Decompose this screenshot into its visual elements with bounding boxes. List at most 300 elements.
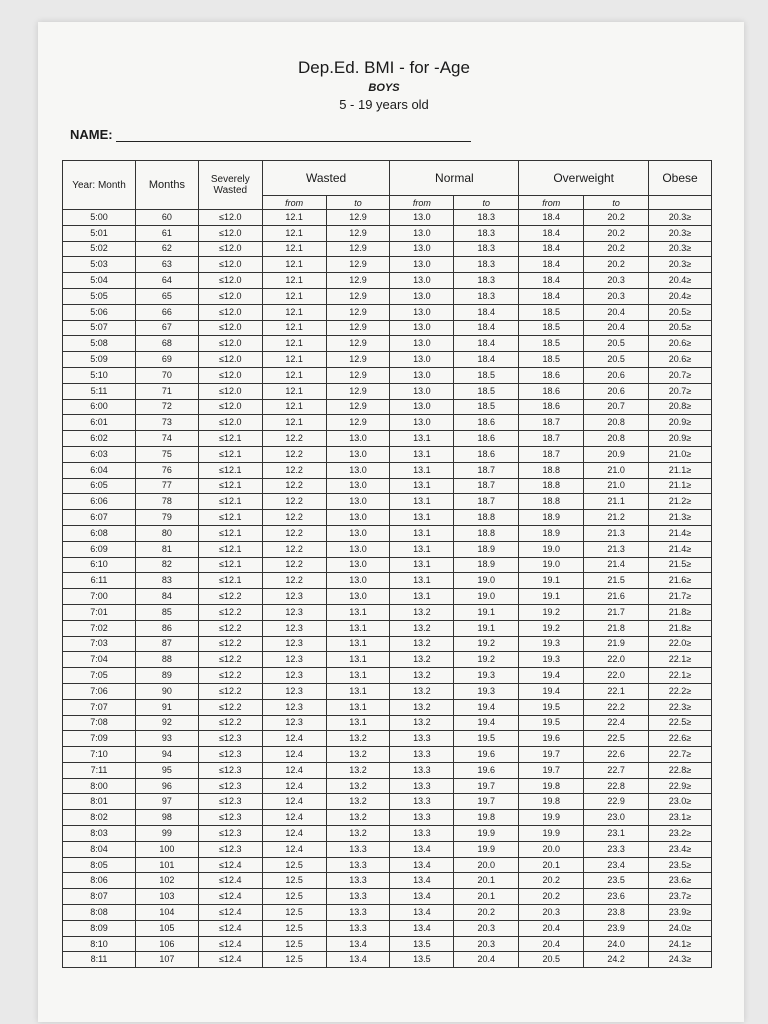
cell-overweight-from: 18.4 [519,225,584,241]
cell-overweight-to: 20.2 [584,210,649,226]
cell-severely-wasted: ≤12.3 [198,762,262,778]
cell-normal-to: 19.1 [454,604,519,620]
cell-obese: 21.8≥ [649,604,712,620]
cell-severely-wasted: ≤12.4 [198,905,262,921]
cell-overweight-from: 19.7 [519,747,584,763]
cell-overweight-from: 19.0 [519,557,584,573]
cell-overweight-from: 20.3 [519,905,584,921]
cell-wasted-to: 13.2 [326,731,390,747]
table-row [63,225,712,241]
cell-normal-from: 13.5 [390,936,454,952]
cell-year-month: 5:09 [63,352,136,368]
table-row [63,367,712,383]
cell-severely-wasted: ≤12.0 [198,241,262,257]
cell-months: 77 [136,478,199,494]
cell-wasted-to: 13.0 [326,510,390,526]
cell-overweight-from: 19.4 [519,683,584,699]
page-subtitle: BOYS [368,82,400,94]
cell-obese: 20.7≥ [649,367,712,383]
cell-overweight-to: 20.5 [584,352,649,368]
cell-months: 90 [136,683,199,699]
cell-normal-from: 13.4 [390,889,454,905]
header-normal: Normal [390,161,519,196]
name-blank-line [116,127,471,142]
cell-months: 81 [136,541,199,557]
table-row [63,573,712,589]
cell-normal-to: 19.2 [454,636,519,652]
cell-obese: 23.0≥ [649,794,712,810]
table-row [63,905,712,921]
cell-overweight-to: 20.2 [584,257,649,273]
cell-months: 101 [136,857,199,873]
cell-normal-to: 20.3 [454,936,519,952]
cell-severely-wasted: ≤12.3 [198,810,262,826]
cell-wasted-from: 12.5 [262,920,326,936]
cell-overweight-from: 20.0 [519,841,584,857]
cell-normal-from: 13.1 [390,462,454,478]
cell-year-month: 5:11 [63,383,136,399]
cell-normal-from: 13.4 [390,873,454,889]
cell-wasted-from: 12.2 [262,446,326,462]
table-row [63,589,712,605]
cell-year-month: 5:06 [63,304,136,320]
cell-normal-from: 13.2 [390,683,454,699]
cell-year-month: 8:08 [63,905,136,921]
cell-months: 64 [136,273,199,289]
cell-year-month: 7:00 [63,589,136,605]
cell-normal-from: 13.3 [390,747,454,763]
cell-overweight-to: 22.1 [584,683,649,699]
cell-obese: 24.3≥ [649,952,712,968]
table-row [63,747,712,763]
cell-normal-to: 18.4 [454,320,519,336]
cell-severely-wasted: ≤12.1 [198,494,262,510]
cell-obese: 22.1≥ [649,652,712,668]
cell-obese: 23.5≥ [649,857,712,873]
table-row [63,604,712,620]
cell-obese: 23.6≥ [649,873,712,889]
cell-year-month: 8:07 [63,889,136,905]
cell-wasted-from: 12.1 [262,383,326,399]
table-row [63,541,712,557]
cell-year-month: 5:07 [63,320,136,336]
cell-overweight-to: 24.2 [584,952,649,968]
cell-overweight-to: 22.0 [584,652,649,668]
table-row [63,889,712,905]
cell-overweight-to: 23.8 [584,905,649,921]
cell-obese: 21.6≥ [649,573,712,589]
cell-overweight-from: 19.6 [519,731,584,747]
cell-overweight-to: 22.2 [584,699,649,715]
cell-months: 70 [136,367,199,383]
cell-months: 103 [136,889,199,905]
cell-normal-to: 18.7 [454,462,519,478]
table-row [63,826,712,842]
cell-normal-to: 18.6 [454,431,519,447]
cell-year-month: 6:09 [63,541,136,557]
cell-normal-from: 13.2 [390,620,454,636]
cell-wasted-from: 12.3 [262,683,326,699]
cell-overweight-to: 21.9 [584,636,649,652]
cell-obese: 21.5≥ [649,557,712,573]
cell-normal-from: 13.1 [390,557,454,573]
table-row [63,510,712,526]
cell-months: 94 [136,747,199,763]
cell-normal-to: 19.6 [454,747,519,763]
cell-obese: 20.4≥ [649,273,712,289]
cell-overweight-to: 21.7 [584,604,649,620]
cell-overweight-from: 18.4 [519,210,584,226]
table-row [63,778,712,794]
cell-wasted-to: 13.1 [326,715,390,731]
cell-overweight-from: 18.4 [519,241,584,257]
cell-wasted-to: 13.3 [326,920,390,936]
cell-overweight-from: 18.5 [519,304,584,320]
cell-overweight-from: 18.6 [519,399,584,415]
cell-overweight-from: 18.4 [519,257,584,273]
cell-overweight-to: 23.1 [584,826,649,842]
cell-obese: 22.0≥ [649,636,712,652]
cell-overweight-to: 20.8 [584,415,649,431]
cell-obese: 21.2≥ [649,494,712,510]
cell-normal-to: 18.3 [454,288,519,304]
cell-overweight-from: 19.7 [519,762,584,778]
cell-obese: 22.9≥ [649,778,712,794]
cell-obese: 21.1≥ [649,478,712,494]
cell-wasted-from: 12.2 [262,573,326,589]
bmi-table [62,160,712,968]
cell-overweight-to: 22.4 [584,715,649,731]
cell-overweight-from: 19.5 [519,699,584,715]
cell-severely-wasted: ≤12.0 [198,288,262,304]
cell-overweight-from: 19.3 [519,652,584,668]
cell-wasted-to: 13.0 [326,446,390,462]
cell-overweight-to: 22.9 [584,794,649,810]
cell-wasted-to: 13.2 [326,810,390,826]
cell-overweight-to: 21.3 [584,541,649,557]
cell-months: 65 [136,288,199,304]
cell-wasted-to: 13.0 [326,573,390,589]
cell-normal-from: 13.2 [390,715,454,731]
cell-normal-from: 13.2 [390,652,454,668]
cell-wasted-from: 12.3 [262,652,326,668]
cell-months: 96 [136,778,199,794]
cell-overweight-from: 20.1 [519,857,584,873]
cell-wasted-from: 12.1 [262,352,326,368]
table-row [63,652,712,668]
cell-overweight-to: 21.0 [584,478,649,494]
cell-normal-from: 13.3 [390,826,454,842]
cell-year-month: 7:07 [63,699,136,715]
cell-normal-to: 19.5 [454,731,519,747]
cell-wasted-from: 12.3 [262,668,326,684]
name-label: NAME: [70,127,113,142]
cell-obese: 21.7≥ [649,589,712,605]
cell-overweight-to: 22.8 [584,778,649,794]
cell-severely-wasted: ≤12.0 [198,304,262,320]
cell-obese: 20.3≥ [649,257,712,273]
cell-year-month: 8:11 [63,952,136,968]
cell-months: 97 [136,794,199,810]
cell-months: 75 [136,446,199,462]
cell-overweight-to: 22.7 [584,762,649,778]
cell-months: 88 [136,652,199,668]
cell-severely-wasted: ≤12.0 [198,320,262,336]
cell-wasted-from: 12.4 [262,794,326,810]
cell-year-month: 6:04 [63,462,136,478]
cell-severely-wasted: ≤12.1 [198,478,262,494]
cell-normal-from: 13.0 [390,241,454,257]
cell-wasted-from: 12.3 [262,604,326,620]
cell-normal-from: 13.1 [390,589,454,605]
cell-severely-wasted: ≤12.0 [198,352,262,368]
cell-wasted-to: 12.9 [326,273,390,289]
cell-wasted-from: 12.5 [262,857,326,873]
cell-normal-to: 18.3 [454,210,519,226]
cell-obese: 20.9≥ [649,415,712,431]
cell-year-month: 8:06 [63,873,136,889]
cell-months: 69 [136,352,199,368]
cell-months: 85 [136,604,199,620]
table-row [63,210,712,226]
cell-wasted-from: 12.1 [262,210,326,226]
cell-overweight-from: 19.4 [519,668,584,684]
cell-months: 95 [136,762,199,778]
cell-severely-wasted: ≤12.2 [198,589,262,605]
cell-normal-from: 13.4 [390,920,454,936]
cell-normal-to: 18.9 [454,557,519,573]
cell-overweight-from: 18.7 [519,431,584,447]
cell-wasted-from: 12.1 [262,336,326,352]
cell-obese: 20.9≥ [649,431,712,447]
cell-year-month: 7:09 [63,731,136,747]
cell-overweight-to: 23.0 [584,810,649,826]
cell-severely-wasted: ≤12.0 [198,399,262,415]
cell-severely-wasted: ≤12.1 [198,573,262,589]
cell-months: 62 [136,241,199,257]
cell-wasted-from: 12.4 [262,810,326,826]
cell-year-month: 7:02 [63,620,136,636]
header-months: Months [136,161,199,210]
cell-overweight-from: 19.8 [519,778,584,794]
cell-normal-from: 13.3 [390,731,454,747]
cell-wasted-to: 12.9 [326,304,390,320]
cell-overweight-to: 20.9 [584,446,649,462]
cell-wasted-from: 12.2 [262,478,326,494]
cell-overweight-from: 19.9 [519,810,584,826]
cell-normal-from: 13.0 [390,383,454,399]
cell-normal-to: 19.4 [454,699,519,715]
cell-year-month: 6:02 [63,431,136,447]
cell-wasted-from: 12.2 [262,462,326,478]
cell-overweight-to: 21.1 [584,494,649,510]
header-year-month: Year: Month [63,161,136,210]
cell-overweight-to: 20.5 [584,336,649,352]
cell-wasted-from: 12.1 [262,257,326,273]
cell-overweight-from: 20.4 [519,920,584,936]
cell-months: 107 [136,952,199,968]
cell-wasted-to: 13.1 [326,652,390,668]
cell-months: 87 [136,636,199,652]
cell-normal-from: 13.0 [390,225,454,241]
cell-wasted-to: 13.1 [326,636,390,652]
cell-obese: 24.1≥ [649,936,712,952]
cell-year-month: 7:06 [63,683,136,699]
cell-obese: 22.1≥ [649,668,712,684]
cell-wasted-from: 12.1 [262,399,326,415]
cell-wasted-to: 13.2 [326,778,390,794]
cell-normal-to: 18.8 [454,525,519,541]
cell-wasted-from: 12.2 [262,541,326,557]
header-obese-sub [649,196,712,210]
cell-wasted-to: 12.9 [326,415,390,431]
cell-severely-wasted: ≤12.1 [198,525,262,541]
cell-wasted-to: 12.9 [326,225,390,241]
cell-year-month: 5:10 [63,367,136,383]
cell-wasted-from: 12.3 [262,699,326,715]
cell-wasted-from: 12.3 [262,589,326,605]
cell-normal-from: 13.5 [390,952,454,968]
cell-wasted-to: 12.9 [326,257,390,273]
cell-overweight-to: 23.3 [584,841,649,857]
cell-overweight-to: 24.0 [584,936,649,952]
cell-normal-to: 19.3 [454,668,519,684]
cell-overweight-to: 22.6 [584,747,649,763]
cell-obese: 23.9≥ [649,905,712,921]
cell-overweight-from: 19.5 [519,715,584,731]
cell-overweight-from: 18.5 [519,352,584,368]
header-overweight: Overweight [519,161,649,196]
cell-severely-wasted: ≤12.0 [198,383,262,399]
cell-wasted-to: 13.1 [326,699,390,715]
cell-normal-from: 13.3 [390,762,454,778]
cell-overweight-to: 21.0 [584,462,649,478]
cell-normal-from: 13.1 [390,525,454,541]
cell-normal-from: 13.2 [390,636,454,652]
cell-wasted-to: 13.3 [326,841,390,857]
cell-obese: 20.4≥ [649,288,712,304]
table-row [63,620,712,636]
cell-severely-wasted: ≤12.0 [198,257,262,273]
cell-wasted-from: 12.2 [262,510,326,526]
cell-normal-from: 13.0 [390,415,454,431]
cell-overweight-to: 20.8 [584,431,649,447]
cell-obese: 21.1≥ [649,462,712,478]
cell-wasted-to: 12.9 [326,399,390,415]
cell-wasted-to: 12.9 [326,383,390,399]
cell-wasted-to: 13.1 [326,683,390,699]
cell-wasted-to: 13.2 [326,794,390,810]
cell-wasted-to: 12.9 [326,288,390,304]
cell-overweight-to: 20.2 [584,241,649,257]
cell-normal-to: 18.3 [454,241,519,257]
cell-obese: 23.2≥ [649,826,712,842]
cell-obese: 20.8≥ [649,399,712,415]
cell-wasted-from: 12.3 [262,715,326,731]
cell-normal-from: 13.1 [390,510,454,526]
cell-months: 78 [136,494,199,510]
cell-months: 104 [136,905,199,921]
cell-year-month: 7:03 [63,636,136,652]
cell-months: 106 [136,936,199,952]
cell-normal-to: 20.2 [454,905,519,921]
cell-months: 99 [136,826,199,842]
cell-normal-to: 18.9 [454,541,519,557]
cell-severely-wasted: ≤12.4 [198,952,262,968]
cell-wasted-from: 12.4 [262,762,326,778]
cell-obese: 22.7≥ [649,747,712,763]
table-row [63,304,712,320]
cell-overweight-from: 18.8 [519,462,584,478]
cell-obese: 24.0≥ [649,920,712,936]
cell-normal-to: 18.3 [454,273,519,289]
cell-overweight-to: 23.9 [584,920,649,936]
cell-normal-to: 18.4 [454,336,519,352]
cell-severely-wasted: ≤12.2 [198,699,262,715]
cell-year-month: 7:11 [63,762,136,778]
table-row [63,383,712,399]
cell-wasted-from: 12.1 [262,288,326,304]
cell-wasted-from: 12.2 [262,494,326,510]
cell-wasted-to: 13.3 [326,889,390,905]
cell-year-month: 8:04 [63,841,136,857]
cell-severely-wasted: ≤12.0 [198,336,262,352]
cell-wasted-to: 13.0 [326,589,390,605]
cell-year-month: 5:01 [63,225,136,241]
cell-wasted-from: 12.4 [262,747,326,763]
cell-overweight-to: 20.4 [584,320,649,336]
table-row [63,810,712,826]
cell-obese: 23.7≥ [649,889,712,905]
cell-months: 91 [136,699,199,715]
cell-wasted-to: 13.3 [326,857,390,873]
cell-year-month: 8:03 [63,826,136,842]
cell-months: 76 [136,462,199,478]
cell-severely-wasted: ≤12.4 [198,936,262,952]
cell-severely-wasted: ≤12.1 [198,541,262,557]
cell-overweight-to: 21.3 [584,525,649,541]
cell-wasted-from: 12.4 [262,841,326,857]
cell-year-month: 7:04 [63,652,136,668]
cell-normal-from: 13.1 [390,446,454,462]
cell-severely-wasted: ≤12.4 [198,889,262,905]
table-row [63,241,712,257]
table-row [63,431,712,447]
cell-normal-from: 13.3 [390,810,454,826]
cell-normal-from: 13.1 [390,494,454,510]
cell-obese: 21.8≥ [649,620,712,636]
cell-wasted-from: 12.1 [262,320,326,336]
table-row [63,936,712,952]
cell-year-month: 8:00 [63,778,136,794]
cell-overweight-to: 22.0 [584,668,649,684]
table-row [63,841,712,857]
cell-overweight-to: 21.8 [584,620,649,636]
cell-year-month: 6:03 [63,446,136,462]
cell-normal-to: 19.9 [454,826,519,842]
cell-normal-to: 18.8 [454,510,519,526]
cell-year-month: 6:07 [63,510,136,526]
cell-year-month: 8:10 [63,936,136,952]
cell-wasted-from: 12.1 [262,304,326,320]
cell-wasted-from: 12.2 [262,431,326,447]
cell-severely-wasted: ≤12.4 [198,857,262,873]
cell-severely-wasted: ≤12.0 [198,225,262,241]
cell-overweight-from: 18.9 [519,510,584,526]
cell-months: 89 [136,668,199,684]
cell-months: 84 [136,589,199,605]
cell-overweight-from: 18.9 [519,525,584,541]
